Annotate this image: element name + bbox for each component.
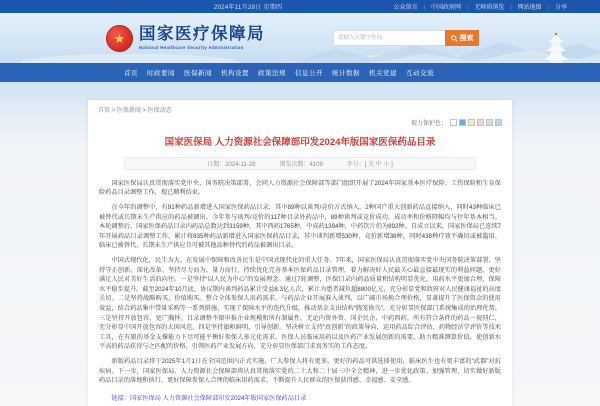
top-links — [394, 2, 567, 11]
content-area — [0, 82, 600, 406]
nav-item[interactable]: 首页 — [124, 70, 138, 77]
eye-protection-swatch[interactable] — [495, 119, 502, 126]
eye-protection-swatch[interactable] — [468, 119, 475, 126]
eye-protection-bar — [98, 118, 502, 127]
top-link[interactable]: | 中国政府网 — [418, 2, 461, 11]
article-body — [98, 179, 502, 386]
article-source-link[interactable]: 链接：国家医保局 人力资源社会保障部印发2024年版国家医保药品目录 — [111, 394, 307, 402]
top-link[interactable]: | 无障碍浏览 — [461, 2, 504, 11]
article-paragraph: 中国式现代化，民生为大。在发展中保障和改善民生是中国式现代化的重大任务。7年来，国家医保局认真贯彻落实党中央国务院决策部署，坚持守正创新、深化改革，坚持尽力而为、量力而行，持续优化完善基本医保药品目录管理，着力解决好人民最关心最直接最现实的利益问题，更好满足人民对美好生活的向往。一是坚持“以人民为中心”的发展理念。通过7轮调整，医保目录内药品质量和结构明显优化，用药水平更加合理，保障水平稳步提升。截至2024年10月底，协议期内谈判药品累计受益8.3亿人次，累计为患者减负超8800亿元，充分彰显党和政府对人民健康福祉的高度关切。二是坚持战略购买、价值购买。整合全体参保人用药需求，与药品企业开展准入谈判，以广阔市场换合理价格，显著提升了医保资金的使用效益，结合药品集中带量采购等一系列措施，实现了保障水平的迭代升级，推动基金支出结构“腾笼换鸟”，充分彰显医保部门系统集成的治理优势。三是坚持开放包容、宽广胸怀。目录调整不限申报企业规模和所有制属性，无论内资外资、国企民企、中药西药，所有符合条件的药品一视同仁，充分彰显中国开放包容的大国风范。四是坚持旗帜鲜明、引导创新。坚决树立支持“真创新”的政策导向，运用药品综合评估、药物经济学评价等技术工具，在有限的基金支撑能力下尽可能平衡好参保人多元化需求、医保人员临床用药以及医药产业发展创新的需要，助力精准测算价值，使创新水平高的药品获得与之匹配的价格，引领医药产业发展方向，充分彰显医保部门求真务实的工作态度。 — [99, 256, 501, 351]
article-paragraph: 新版药品目录将于2025年1月1日在全国范围内正式实施，广大参保人将有更多、更好的药品可供选择使用，临床医生也有更丰富的“武器”对抗疾病。下一步，国家医保局、人力资源社会保障部将认真贯彻落实党的二十大和二十届三中全会精神，进一步优化政策、加强管理，切实做好新版药品目录的落地和执行，更好保障参保人合理的临床用药需求，不断提升人民群众的医保获得感、幸福感、安全感。 — [99, 357, 501, 385]
search-button-label: 搜索 — [459, 35, 474, 42]
breadcrumb[interactable]: 首页 > 医保新闻 > 医保动态 — [98, 108, 172, 114]
site-title-english: National Healthcare Security Administration — [139, 44, 244, 50]
eye-protection-swatch[interactable] — [486, 119, 493, 126]
nav-item[interactable]: 政策法规 — [258, 70, 286, 77]
search-icon — [451, 35, 458, 42]
top-link[interactable]: 公众留言 — [393, 5, 418, 11]
nav-item[interactable]: 机构设置 — [221, 70, 249, 77]
site-brand[interactable] — [106, 25, 265, 52]
nav-item[interactable]: 信息公开 — [295, 70, 323, 77]
current-date: 2024年11月28日 星期四 — [214, 5, 283, 11]
search-input[interactable] — [333, 30, 445, 46]
site-title: 国家医疗保障局 — [139, 25, 265, 44]
article-card — [88, 100, 512, 406]
eye-protection-label: 视力保护色： — [410, 121, 447, 127]
national-emblem-logo: ★ — [106, 25, 133, 52]
nav-item[interactable]: 医保新闻 — [184, 70, 212, 77]
article-paragraph: 国家医保局认真贯彻落实党中央、国务院决策部署，会同人力资源社会保障部等部门组织开展了2024年国家基本医疗保险、工伤保险和生育保险药品目录调整工作，现已顺利结束。 — [99, 179, 501, 197]
top-link[interactable]: | 分享 — [542, 2, 567, 11]
site-search — [333, 30, 479, 46]
article-link-row — [99, 393, 501, 402]
eye-protection-swatches — [450, 119, 502, 126]
top-link[interactable]: | 网站地图 — [504, 2, 541, 11]
nav-item[interactable]: 统计数据 — [332, 70, 360, 77]
eye-protection-swatch[interactable] — [477, 119, 484, 126]
nav-item[interactable]: 互动交流 — [406, 70, 434, 77]
article-paragraph: 在今年的调整中，有91种药品新增进入国家医保药品目录，其中89种以谈判/竞价方式纳入，2种国产重大创新药品直接纳入，同时43种临床已被替代或长期未生产供应的药品被调出。今年参与谈判/竞价的117种目录外药品中，89种谈判或竞价成功，成功率和价格降幅均与往年基本相当。本轮调整后，国家医保药品目录内药品总数达到3159种，其中西药1765种，中成药1394种，中药饮片仍为892种。自成立以来，国家医保局已连续7年开展药品目录调整工作，累计将835种药品新增进入国家医保药品目录，其中谈判新增530种，竞价新增38种，同时438种疗效不确切或被滥用、临床已被替代、长期未生产供应且可被其他品种替代的药品被调出目录。 — [99, 204, 501, 250]
article-view-count: 浏览次数：4109 — [279, 161, 323, 168]
top-utility-bar — [0, 0, 600, 13]
header-scenery — [0, 13, 600, 63]
nav-item[interactable]: 时政要闻 — [147, 70, 175, 77]
article-date: 日期：2024-11-28 — [207, 161, 256, 168]
eye-protection-swatch[interactable] — [450, 119, 457, 126]
font-size-switcher[interactable]: 字号：[ 大 中 小 ] — [346, 161, 393, 168]
article-meta-bar — [124, 157, 476, 170]
main-nav — [0, 63, 600, 82]
search-button[interactable] — [445, 30, 479, 46]
nav-item[interactable]: 机关党建 — [369, 70, 397, 77]
site-header — [0, 13, 600, 63]
article-title: 国家医保局 人力资源社会保障部印发2024年版国家医保药品目录 — [164, 137, 436, 148]
eye-protection-swatch[interactable] — [459, 119, 466, 126]
